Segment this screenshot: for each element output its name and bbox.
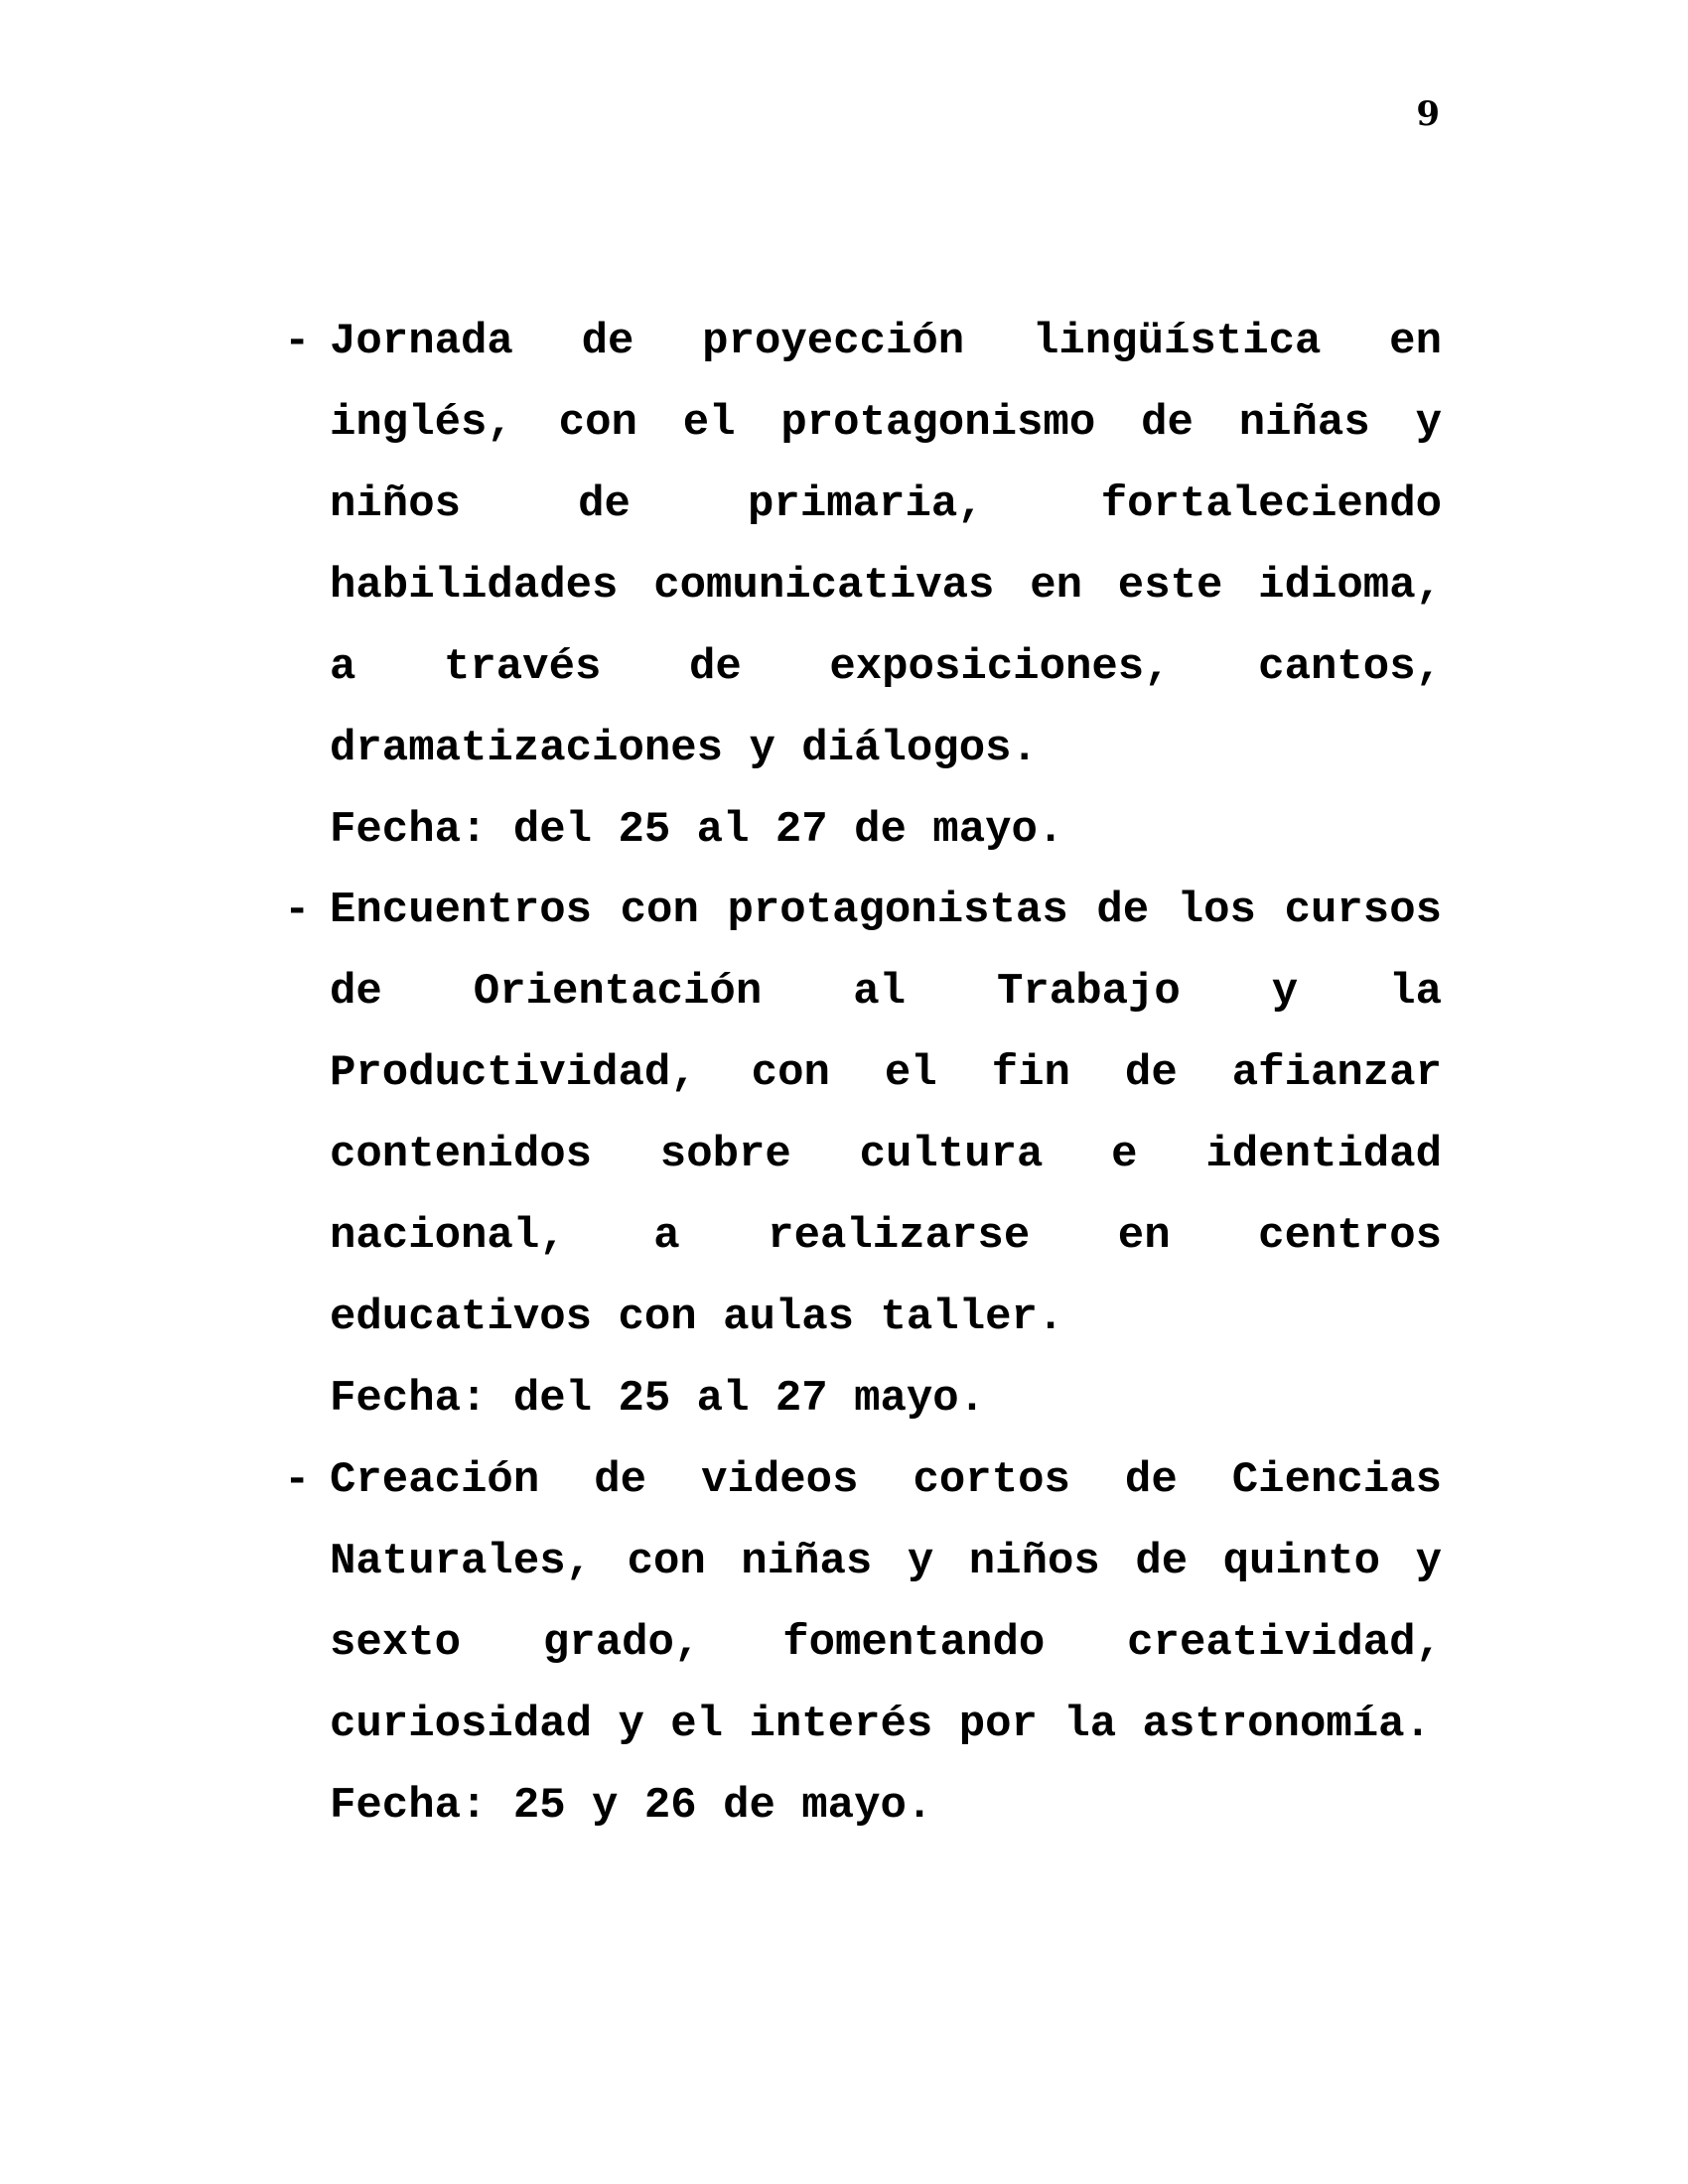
page-number: 9 bbox=[1416, 94, 1440, 134]
list-item-text: Jornada de proyección lingüística en inglés, con el protagonismo de niñas y niños de primaria, fortaleciendo habilidades comunicativas en este idioma, a través de exposiciones, cantos, dramatizaciones y diálogos. bbox=[330, 317, 1442, 773]
list-item bbox=[284, 1439, 1442, 1846]
list-item bbox=[284, 870, 1442, 1439]
list-item-date: Fecha: del 25 al 27 mayo. bbox=[330, 1374, 986, 1424]
list-item-text: Encuentros con protagonistas de los cursos de Orientación al Trabajo y la Productividad, con el fin de afianzar contenidos sobre cultura e identidad nacional, a realizarse en centros educativos con aulas taller. bbox=[330, 886, 1442, 1342]
list-item-date: Fecha: 25 y 26 de mayo. bbox=[330, 1781, 933, 1831]
list-bullet: - bbox=[284, 886, 311, 935]
list-bullet: - bbox=[284, 1455, 311, 1505]
list-item-text: Creación de videos cortos de Ciencias Naturales, con niñas y niños de quinto y sexto grado, fomentando creatividad, curiosidad y el interés por la astronomía. bbox=[330, 1455, 1442, 1749]
list-item-date: Fecha: del 25 al 27 de mayo. bbox=[330, 805, 1064, 855]
list-bullet: - bbox=[284, 317, 311, 366]
list-item bbox=[284, 301, 1442, 871]
